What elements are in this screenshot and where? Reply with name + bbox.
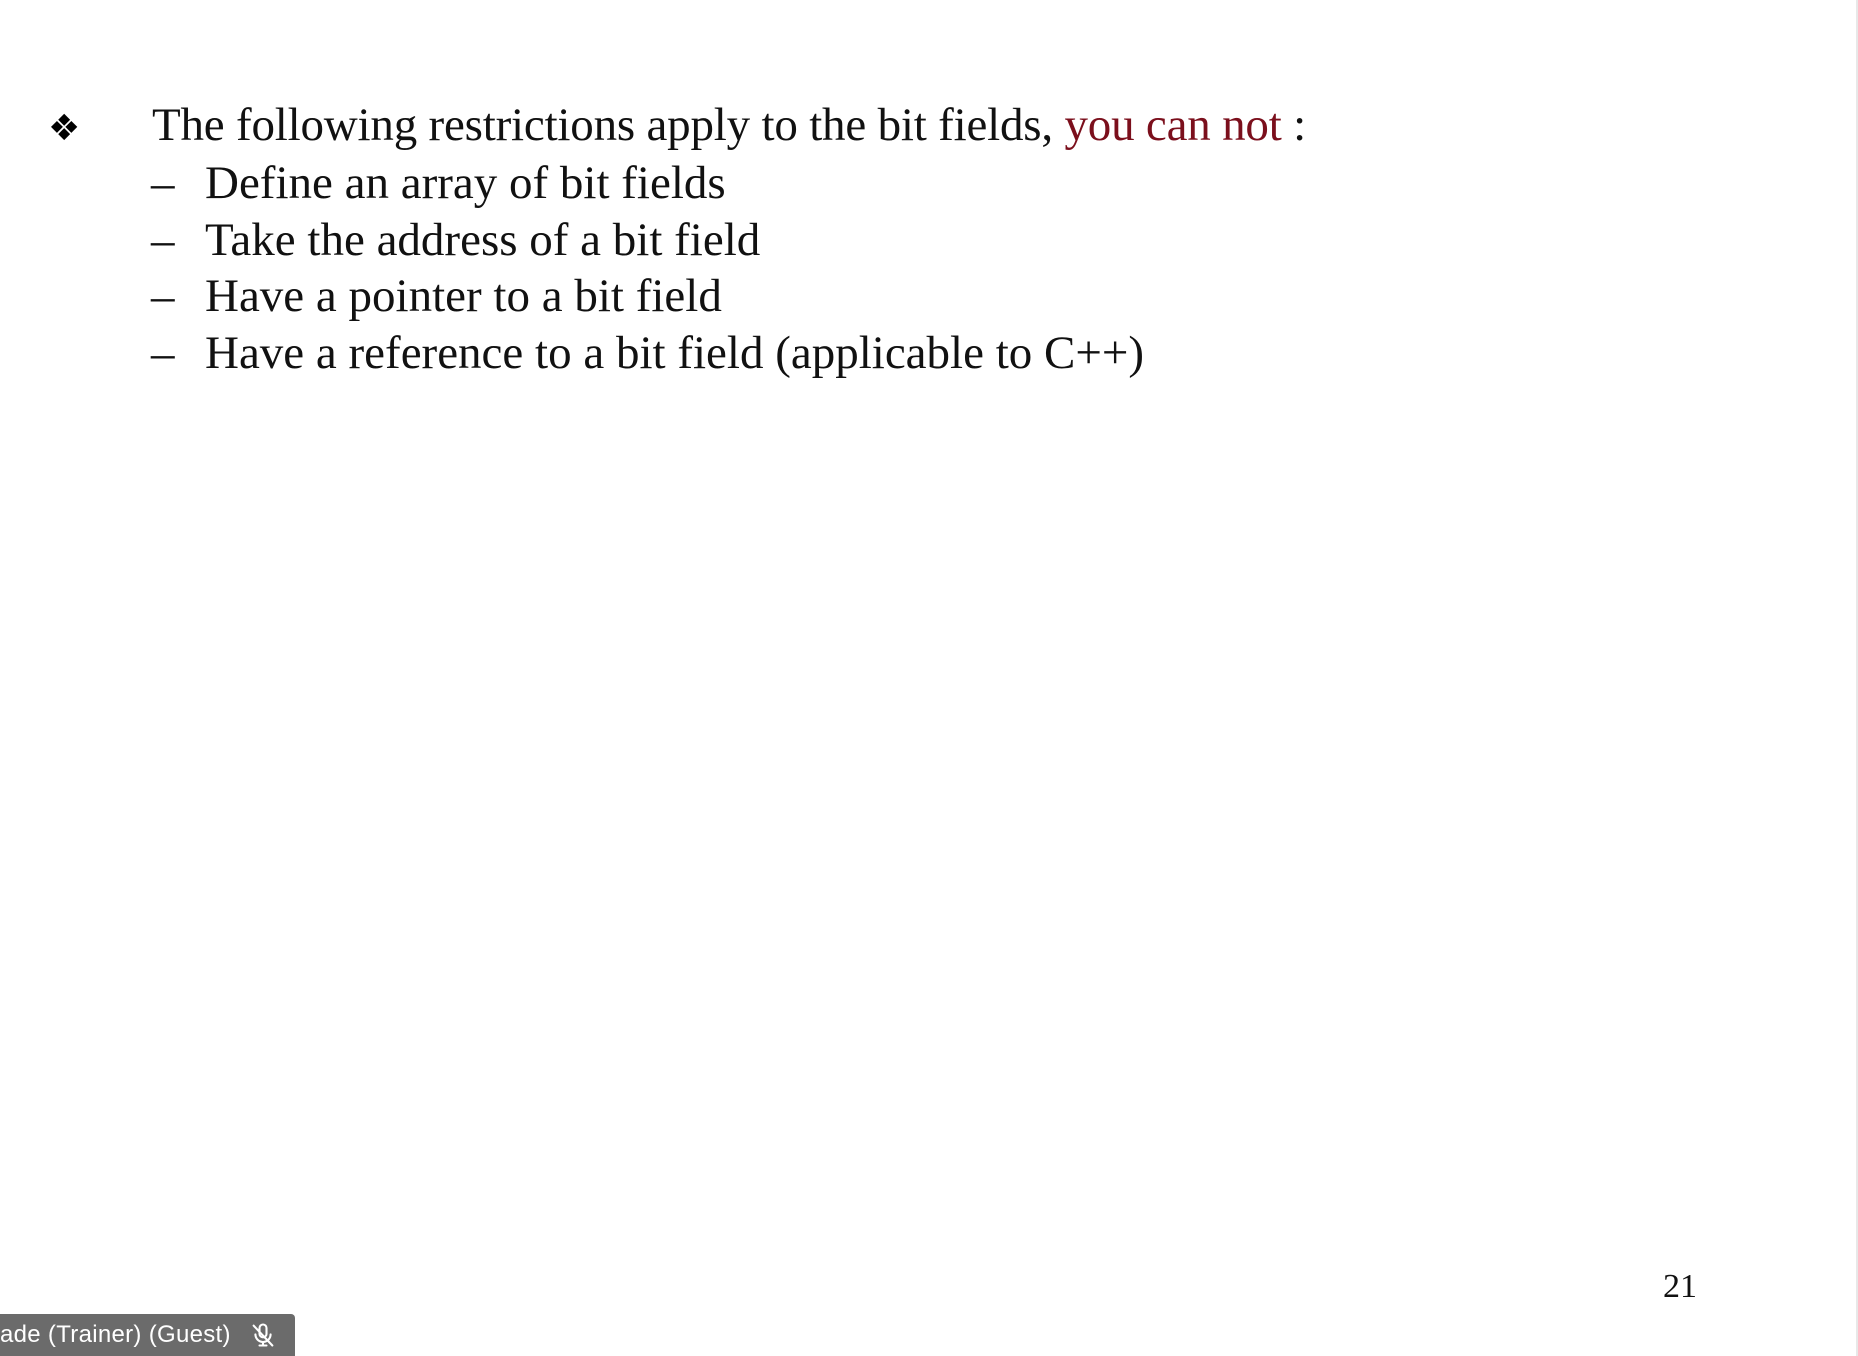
dash-bullet: – (151, 157, 175, 209)
participant-name: ade (Trainer) (Guest) (0, 1321, 231, 1348)
muted-microphone-icon (249, 1321, 277, 1349)
restriction-text: Take the address of a bit field (205, 213, 761, 266)
main-bullet-text-before: The following restrictions apply to the bit fields, (152, 99, 1065, 151)
main-bullet-highlight: you can not (1064, 99, 1282, 151)
restriction-text: Define an array of bit fields (205, 157, 726, 209)
slide-page-number: 21 (1663, 1268, 1697, 1305)
restriction-item (151, 326, 1144, 383)
restriction-item (151, 156, 1144, 213)
main-bullet-text (152, 98, 1306, 152)
restriction-item (151, 213, 1144, 270)
main-bullet-point (48, 98, 1306, 152)
restriction-text: Have a pointer to a bit field (205, 270, 722, 322)
dash-bullet: – (151, 270, 175, 322)
restriction-list (151, 156, 1144, 382)
restriction-text: Have a reference to a bit field (applicable to C++) (205, 326, 1145, 379)
four-diamond-bullet-icon: ❖ (48, 108, 81, 149)
main-bullet-text-after: : (1281, 99, 1306, 151)
dash-bullet: – (151, 326, 175, 379)
dash-bullet: – (151, 213, 175, 266)
restriction-item (151, 269, 1144, 326)
participant-name-tag[interactable] (0, 1314, 295, 1356)
